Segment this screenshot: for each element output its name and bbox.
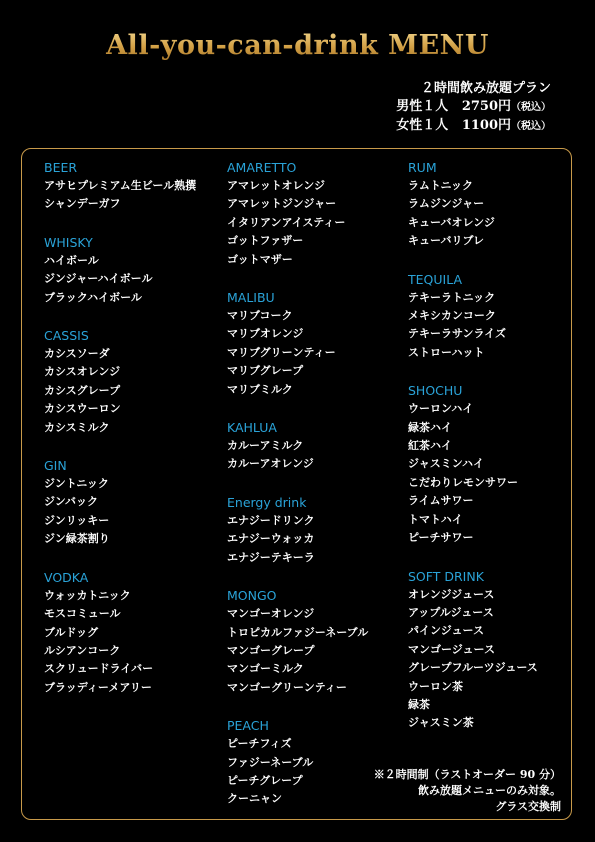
category-name: BEER <box>44 160 78 175</box>
menu-category <box>408 271 538 363</box>
menu-category <box>44 569 196 697</box>
category-name: RUM <box>408 160 437 175</box>
category-name: AMARETTO <box>227 160 297 175</box>
category-name: PEACH <box>227 718 269 734</box>
drink-item: ジンジャーハイボール <box>44 272 153 286</box>
drink-item: ラムジンジャー <box>408 197 485 211</box>
drink-item: マリブオレンジ <box>227 327 304 341</box>
plan-heading: ２時間飲み放題プラン <box>420 81 551 96</box>
drink-item: カルーアオレンジ <box>227 457 314 471</box>
category-name: MONGO <box>227 588 277 604</box>
drink-item: ジン緑茶割り <box>44 532 110 546</box>
category-name: Energy drink <box>227 494 307 510</box>
menu-category <box>227 717 368 809</box>
drink-list <box>408 289 538 363</box>
drink-item: 紅茶ハイ <box>408 439 452 453</box>
drink-item: モスコミュール <box>44 607 121 621</box>
menu-column-1 <box>44 159 196 697</box>
menu-category <box>44 159 196 214</box>
drink-item: カシスソーダ <box>44 347 110 361</box>
plan-female-price <box>396 117 551 136</box>
drink-item: テキーラサンライズ <box>408 327 507 341</box>
drink-item: ウーロンハイ <box>408 402 474 416</box>
category-name: TEQUILA <box>408 271 463 287</box>
drink-item: マリブグリーンティー <box>227 345 336 359</box>
category-name: KAHLUA <box>227 420 277 436</box>
drink-list <box>227 512 368 567</box>
drink-item: こだわりレモンサワー <box>408 475 518 489</box>
drink-item: トロピカルファジーネーブル <box>227 625 369 639</box>
drink-item: オレンジジュース <box>408 587 495 601</box>
drink-item: キューバリブレ <box>408 234 485 248</box>
menu-title: All-you-can-drink MENU <box>0 30 595 61</box>
drink-item: マリブグレープ <box>227 364 304 378</box>
drink-item: ジンリッキー <box>44 513 110 527</box>
drink-item: ウーロン茶 <box>408 679 463 693</box>
drink-item: エナジードリンク <box>227 513 315 527</box>
menu-category <box>44 327 196 437</box>
plan-female-amount: 1100円 <box>461 118 511 133</box>
drink-list <box>44 587 196 697</box>
drink-item: カシスミルク <box>44 420 110 434</box>
drink-item: カシスグレープ <box>44 383 121 397</box>
drink-item: ジンバック <box>44 495 98 509</box>
drink-item: ゴットファザー <box>227 234 304 248</box>
drink-item: ジャスミンハイ <box>408 457 485 471</box>
plan-info <box>396 80 551 136</box>
drink-item: アマレットオレンジ <box>227 179 326 192</box>
drink-item: クーニャン <box>227 792 282 806</box>
drink-list <box>227 735 368 809</box>
plan-male-amount: 2750円 <box>461 99 511 114</box>
drink-item: アップルジュース <box>408 605 494 619</box>
drink-item: テキーラトニック <box>408 290 496 304</box>
drink-item: ハイボール <box>44 253 99 267</box>
drink-item: ストローハット <box>408 345 485 359</box>
plan-male-tax: （税込） <box>511 102 551 113</box>
drink-item: キューバオレンジ <box>408 215 495 229</box>
drink-item: カシスオレンジ <box>44 365 121 379</box>
menu-note <box>374 767 561 815</box>
drink-item: カルーアミルク <box>227 439 304 453</box>
drink-item: ゴットマザー <box>227 252 293 266</box>
plan-male-label: 男性１人 <box>396 99 449 114</box>
drink-item: ブルドッグ <box>44 625 99 639</box>
drink-item: メキシカンコーク <box>408 309 496 323</box>
drink-item: マリブコーク <box>227 309 293 323</box>
category-name: WHISKY <box>44 234 93 250</box>
drink-item: 緑茶ハイ <box>408 420 452 434</box>
menu-column-3 <box>408 159 538 733</box>
drink-list <box>44 345 196 437</box>
drink-list <box>408 177 538 251</box>
drink-item: ラムトニック <box>408 179 474 192</box>
drink-item: マンゴーミルク <box>227 662 304 676</box>
note-line-3: グラス交換制 <box>495 800 561 813</box>
plan-female-tax: （税込） <box>511 121 551 132</box>
drink-item: ライムサワー <box>408 494 474 508</box>
drink-list <box>44 475 196 549</box>
drink-item: パインジュース <box>408 624 484 638</box>
category-name: VODKA <box>44 569 89 585</box>
drink-item: トマトハイ <box>408 512 463 526</box>
drink-item: ブラックハイボール <box>44 290 142 304</box>
plan-male-price <box>396 98 551 117</box>
drink-item: ジントニック <box>44 477 109 491</box>
category-name: GIN <box>44 458 67 474</box>
drink-list <box>44 177 196 214</box>
drink-item: ジャスミン茶 <box>408 716 474 730</box>
drink-item: エナジーウォッカ <box>227 532 315 546</box>
drink-item: マンゴーグリーンティー <box>227 680 347 694</box>
drink-item: スクリュードライバー <box>44 662 154 676</box>
drink-list <box>408 586 538 733</box>
note-line-2: 飲み放題メニューのみ対象。 <box>418 784 561 797</box>
menu-column-2 <box>227 159 368 809</box>
menu-category <box>44 457 196 549</box>
drink-list <box>44 252 196 307</box>
menu-category <box>408 382 538 547</box>
drink-item: 緑茶 <box>408 697 430 711</box>
plan-female-label: 女性１人 <box>396 118 449 133</box>
menu-category <box>408 568 538 733</box>
drink-item: アマレットジンジャー <box>227 197 337 211</box>
drink-item: ファジーネーブル <box>227 755 314 769</box>
menu-category <box>44 234 196 307</box>
drink-item: ピーチサワー <box>408 531 474 545</box>
menu-category <box>227 159 368 269</box>
drink-item: ブラッディーメアリー <box>44 680 152 694</box>
menu-category <box>227 289 368 399</box>
drink-item: ピーチフィズ <box>227 737 292 751</box>
menu-category <box>227 494 368 567</box>
menu-category <box>408 159 538 251</box>
category-name: SHOCHU <box>408 383 463 399</box>
drink-item: カシスウーロン <box>44 402 121 416</box>
menu-category <box>227 587 368 697</box>
drink-item: ピーチグレープ <box>227 773 303 787</box>
drink-item: アサヒプレミアム生ビール熟撰 <box>44 179 197 192</box>
drink-item: エナジーテキーラ <box>227 550 315 564</box>
note-line-1: ※２時間制（ラストオーダー 90 分） <box>373 768 561 781</box>
drink-list <box>408 400 538 547</box>
drink-item: グレープフルーツジュース <box>408 661 538 675</box>
drink-item: マンゴーオレンジ <box>227 607 315 621</box>
menu-category <box>227 419 368 474</box>
drink-item: ウォッカトニック <box>44 588 131 602</box>
drink-list <box>227 605 368 697</box>
drink-item: マンゴーグレープ <box>227 643 315 657</box>
drink-list <box>227 437 368 474</box>
drink-list <box>227 177 368 269</box>
drink-list <box>227 307 368 399</box>
drink-item: マンゴージュース <box>408 642 496 656</box>
drink-item: ルシアンコーク <box>44 643 121 657</box>
drink-item: シャンデーガフ <box>44 197 121 211</box>
category-name: CASSIS <box>44 328 89 344</box>
category-name: SOFT DRINK <box>408 568 484 584</box>
drink-item: マリブミルク <box>227 382 293 396</box>
drink-item: イタリアンアイスティー <box>227 215 346 229</box>
category-name: MALIBU <box>227 290 275 306</box>
